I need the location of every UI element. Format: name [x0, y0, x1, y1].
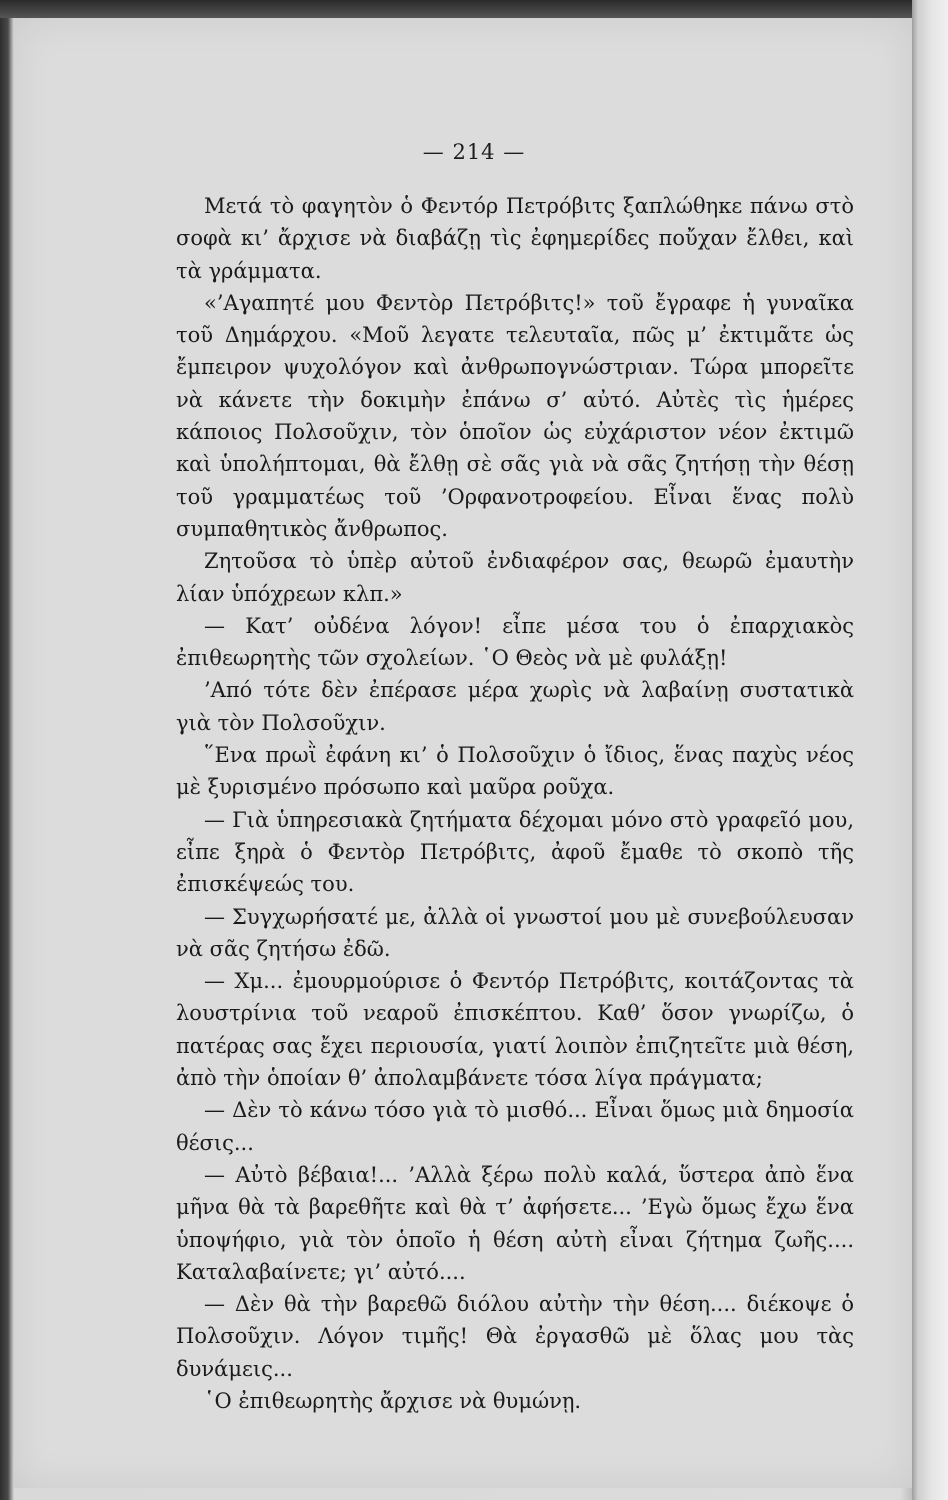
paragraph: «’Αγαπητέ μου Φεντὸρ Πετρόβιτς!» τοῦ ἔγραφε ἡ γυναῖκα τοῦ Δημάρχου. «Μοῦ λεγατε τελευταῖα, πῶς μ’ ἐκτιμᾶτε ὡς ἔμπειρον ψυχολόγον καὶ ἀνθρωπογνώστριαν. Τώρα μπορεῖτε νὰ κάνετε τὴν δοκιμὴν ἐπάνω σ’ αὐτό. Αὐτὲς τὶς ἡμέρες κάποιος Πολσοῦχιν, τὸν ὁποῖον ὡς εὐχάριστον νέον ἐκτιμῶ καὶ ὑπολήπτομαι, θὰ ἔλθῃ σὲ σᾶς γιὰ νὰ σᾶς ζητήσῃ τὴν θέσῃ τοῦ γραμματέως τοῦ ’Ορφανοτροφείου. Εἶναι ἕνας πολὺ συμπαθητικὸς ἄνθρωπος.	[176, 290, 854, 541]
paragraph: ’Από τότε δὲν ἐπέρασε μέρα χωρὶς νὰ λαβαίνῃ συστατικὰ γιὰ τὸν Πολσοῦχιν.	[176, 678, 854, 735]
paragraph: — Αὐτὸ βέβαια!... ’Αλλὰ ξέρω πολὺ καλά, ὕστερα ἀπὸ ἕνα μῆνα θὰ τὰ βαρεθῆτε καὶ θὰ τ’ ἀφήσετε... ’Εγὼ ὅμως ἔχω ἕνα ὑποψήφιο, γιὰ τὸν ὁποῖο ἡ θέση αὐτὴ εἶναι ζήτημα ζωῆς.... Καταλαβαίνετε; γι’ αὐτό....	[176, 1162, 854, 1284]
paragraph: — Δὲν τὸ κάνω τόσο γιὰ τὸ μισθό... Εἶναι ὅμως μιὰ δημοσία θέσις...	[176, 1098, 854, 1155]
paragraph: Ζητοῦσα τὸ ὑπὲρ αὐτοῦ ἐνδιαφέρον σας, θεωρῶ ἐμαυτὴν λίαν ὑπόχρεων κλπ.»	[176, 549, 854, 606]
page-edge	[912, 0, 948, 1500]
paragraph: ῾Ο ἐπιθεωρητὴς ἄρχισε νὰ θυμώνῃ.	[204, 1388, 582, 1413]
paragraph: — Χμ... ἐμουρμούρισε ὁ Φεντόρ Πετρόβιτς, κοιτάζοντας τὰ λουστρίνια τοῦ νεαροῦ ἐπισκέπτου. Καθ’ ὅσον γνωρίζω, ὁ πατέρας σας ἔχει περιουσία, γιατί λοιπὸν ἐπιζητεῖτε μιὰ θέση, ἀπὸ τὴν ὁποίαν θ’ ἀπολαμβάνετε τόσα λίγα πράγματα;	[176, 969, 854, 1091]
paragraph: — Δὲν θὰ τὴν βαρεθῶ διόλου αὐτὴν τὴν θέση.... διέκοψε ὁ Πολσοῦχιν. Λόγον τιμῆς! Θὰ ἐργασθῶ μὲ ὅλας μου τὰς δυνάμεις...	[176, 1292, 854, 1381]
body-text	[176, 190, 854, 1417]
paragraph: Μετά τὸ φαγητὸν ὁ Φεντόρ Πετρόβιτς ξαπλώθηκε πάνω στὸ σοφὰ κι’ ἄρχισε νὰ διαβάζῃ τὶς ἐφημερίδες ποὔχαν ἔλθει, καὶ τὰ γράμματα.	[176, 194, 854, 283]
paragraph: — Συγχωρήσατέ με, ἀλλὰ οἱ γνωστοί μου μὲ συνεβούλευσαν νὰ σᾶς ζητήσω ἐδῶ.	[176, 904, 854, 961]
page-number: — 214 —	[422, 140, 526, 164]
paragraph: ῞Ενα πρωῒ ἐφάνη κι’ ὁ Πολσοῦχιν ὁ ἴδιος, ἕνας παχὺς νέος μὲ ξυρισμένο πρόσωπο καὶ μαῦρα ροῦχα.	[176, 743, 854, 800]
paragraph: — Κατ’ οὐδένα λόγον! εἶπε μέσα του ὁ ἐπαρχιακὸς ἐπιθεωρητὴς τῶν σχολείων. ῾Ο Θεὸς νὰ μὲ φυλάξῃ!	[176, 613, 854, 671]
scan-top-shadow	[0, 0, 948, 18]
paragraph: — Γιὰ ὑπηρεσιακὰ ζητήματα δέχομαι μόνο στὸ γραφεῖό μου, εἶπε ξηρὰ ὁ Φεντὸρ Πετρόβιτς, ἀφοῦ ἔμαθε τὸ σκοπὸ τῆς ἐπισκέψεώς του.	[176, 807, 854, 897]
